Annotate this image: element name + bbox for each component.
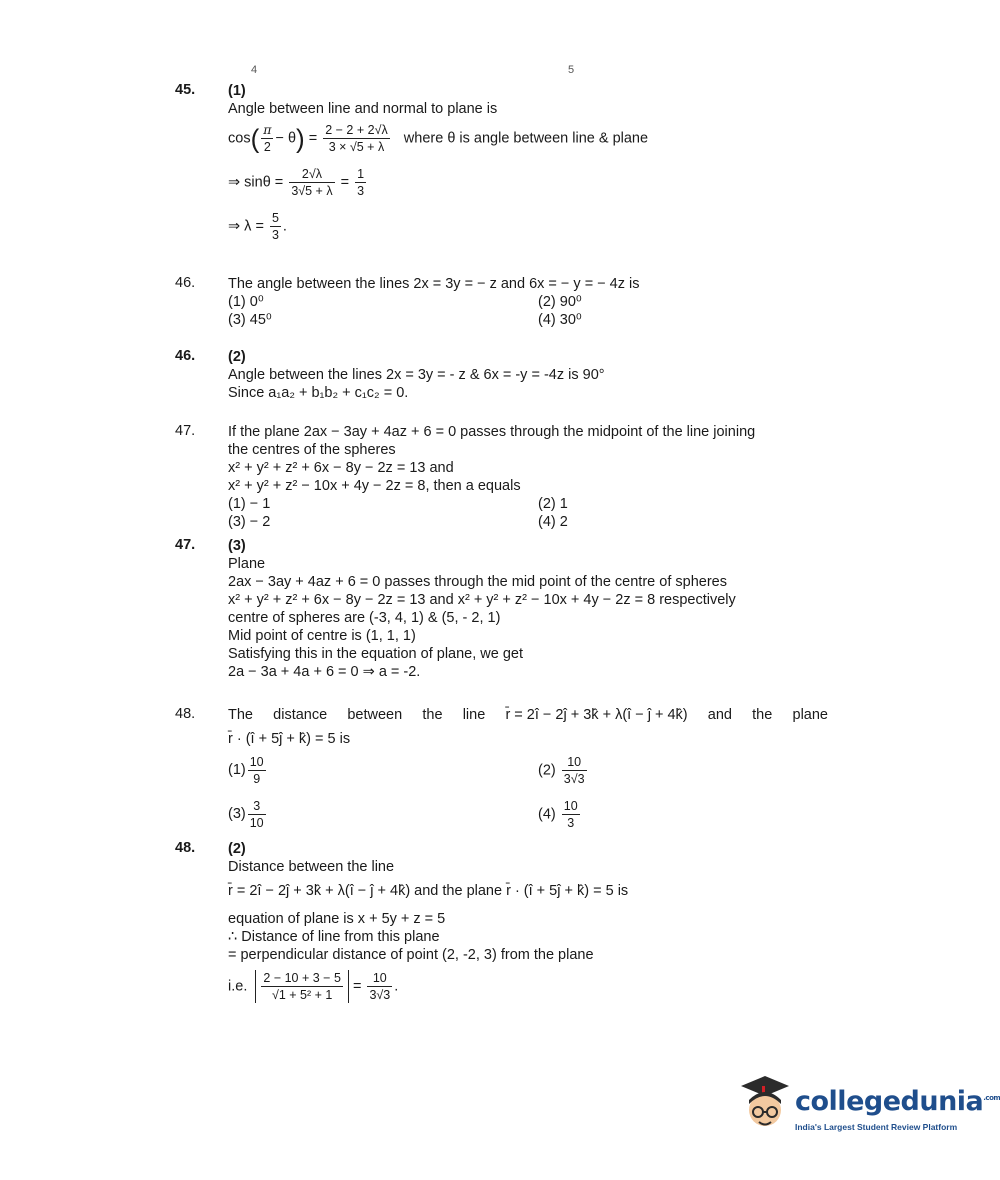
q46-question	[228, 275, 828, 329]
page-mark-right: 5	[568, 64, 575, 76]
q46-answer-option: (2)	[228, 349, 246, 365]
q47-question	[228, 423, 828, 531]
logo-wordmark: collegedunia$^{.com}$	[795, 1086, 1000, 1117]
q47-answer-line5: Mid point of centre is (1, 1, 1)	[228, 628, 416, 644]
q46-answer-line1: Angle between the lines 2x = 3y = - z & 6x = -y = -4z is 90°	[228, 367, 605, 383]
q48-answer-line2: r̄ = 2î − 2ĵ + 3k̂ + λ(î − ĵ + 4k̂) and the plane r̄ · (î + 5ĵ + k̂) = 5 is	[228, 883, 629, 899]
q47-answer	[228, 537, 828, 681]
q48-line1: The distance between the line r̄ = 2î − 2ĵ + 3k̂ + λ(î − ĵ + 4k̂) and the plane	[228, 707, 828, 723]
q48-answer-number: 48.	[175, 840, 196, 856]
q48-option-1: (1) $\frac{10}{9}$	[228, 755, 264, 786]
q46-answer	[228, 348, 828, 402]
q45-line1: Angle between line and normal to plane is	[228, 101, 498, 117]
q46-option-1: (1) 0⁰	[228, 294, 264, 310]
q48-option-2: (2) $\frac{10}{3√3}$	[538, 755, 585, 786]
q48-answer-line5: = perpendicular distance of point (2, -2, 3) from the plane	[228, 947, 594, 963]
q46-number: 46.	[175, 275, 196, 291]
q48-answer-line3: equation of plane is x + 5y + z = 5	[228, 911, 446, 927]
q47-answer-option: (3)	[228, 538, 246, 554]
q46-option-4: (4) 30⁰	[538, 312, 582, 328]
q45-cos-equation: cos( $\frac{\pi}{2}$ − θ) = $\frac{2 - 2 + 2√\lambda}{3 \times √5 + \lambda}$ where θ is angle between line & plane	[228, 122, 649, 154]
q46-text: The angle between the lines 2x = 3y = − z and 6x = − y = − 4z is	[228, 276, 640, 292]
q48-line2: r̄ · (î + 5ĵ + k̂) = 5 is	[228, 731, 351, 747]
q47-line3: x² + y² + z² + 6x − 8y − 2z = 13 and	[228, 460, 454, 476]
q47-line4: x² + y² + z² − 10x + 4y − 2z = 8, then a equals	[228, 478, 521, 494]
q47-option-1: (1) − 1	[228, 496, 271, 512]
q48-answer-line1: Distance between the line	[228, 859, 395, 875]
q48-question	[228, 706, 828, 838]
q47-line1: If the plane 2ax − 3ay + 4az + 6 = 0 passes through the midpoint of the line joining	[228, 424, 756, 440]
q45-answer	[228, 82, 828, 250]
q48-option-3: (3) $\frac{3}{10}$	[228, 799, 264, 830]
q47-answer-line2: 2ax − 3ay + 4az + 6 = 0 passes through the mid point of the centre of spheres	[228, 574, 727, 590]
q48-option-4: (4) $\frac{10}{3}$	[538, 799, 578, 830]
q47-answer-line3: x² + y² + z² + 6x − 8y − 2z = 13 and x² + y² + z² − 10x + 4y − 2z = 8 respectively	[228, 592, 736, 608]
logo-tagline: India's Largest Student Review Platform	[795, 1122, 958, 1132]
q46-option-2: (2) 90⁰	[538, 294, 582, 310]
q48-answer-final: i.e. $\frac{2 - 10 + 3 - 5}{\text{√1 + 5² + 1}}$ = $\frac{10}{3√3}$ .	[228, 971, 399, 1002]
q45-lambda-result: ⇒ λ = $\frac{5}{3}$ .	[228, 211, 287, 242]
q46-answer-number: 46.	[175, 348, 196, 364]
q45-sin-equation: ⇒ sinθ = $\frac{2√\lambda}{3√5 + \lambda}$ = $\frac{1}{3}$	[228, 167, 365, 198]
q46-option-3: (3) 45⁰	[228, 312, 272, 328]
q47-answer-number: 47.	[175, 537, 196, 553]
graduate-mascot-icon	[735, 1072, 795, 1138]
q45-answer-option: (1)	[228, 83, 246, 99]
q47-option-4: (4) 2	[538, 514, 568, 530]
q47-answer-line4: centre of spheres are (-3, 4, 1) & (5, - 2, 1)	[228, 610, 501, 626]
q48-answer	[228, 840, 828, 1014]
q47-line2: the centres of the spheres	[228, 442, 396, 458]
q47-answer-line1: Plane	[228, 556, 266, 572]
q47-option-3: (3) − 2	[228, 514, 271, 530]
q45-answer-number: 45.	[175, 82, 196, 98]
page-mark-left: 4	[251, 64, 258, 76]
q48-number: 48.	[175, 706, 196, 722]
q47-answer-line7: 2a − 3a + 4a + 6 = 0 ⇒ a = -2.	[228, 664, 421, 680]
collegedunia-logo	[735, 1072, 1000, 1142]
q47-number: 47.	[175, 423, 196, 439]
q48-answer-line4: ∴ Distance of line from this plane	[228, 929, 440, 945]
q47-option-2: (2) 1	[538, 496, 568, 512]
q46-answer-line2: Since a₁a₂ + b₁b₂ + c₁c₂ = 0.	[228, 385, 409, 401]
q45-fraction-1: $\frac{2 - 2 + 2√\lambda}{3 \times √5 + \lambda}$	[325, 123, 388, 154]
q47-answer-line6: Satisfying this in the equation of plane, we get	[228, 646, 524, 662]
q48-answer-option: (2)	[228, 841, 246, 857]
